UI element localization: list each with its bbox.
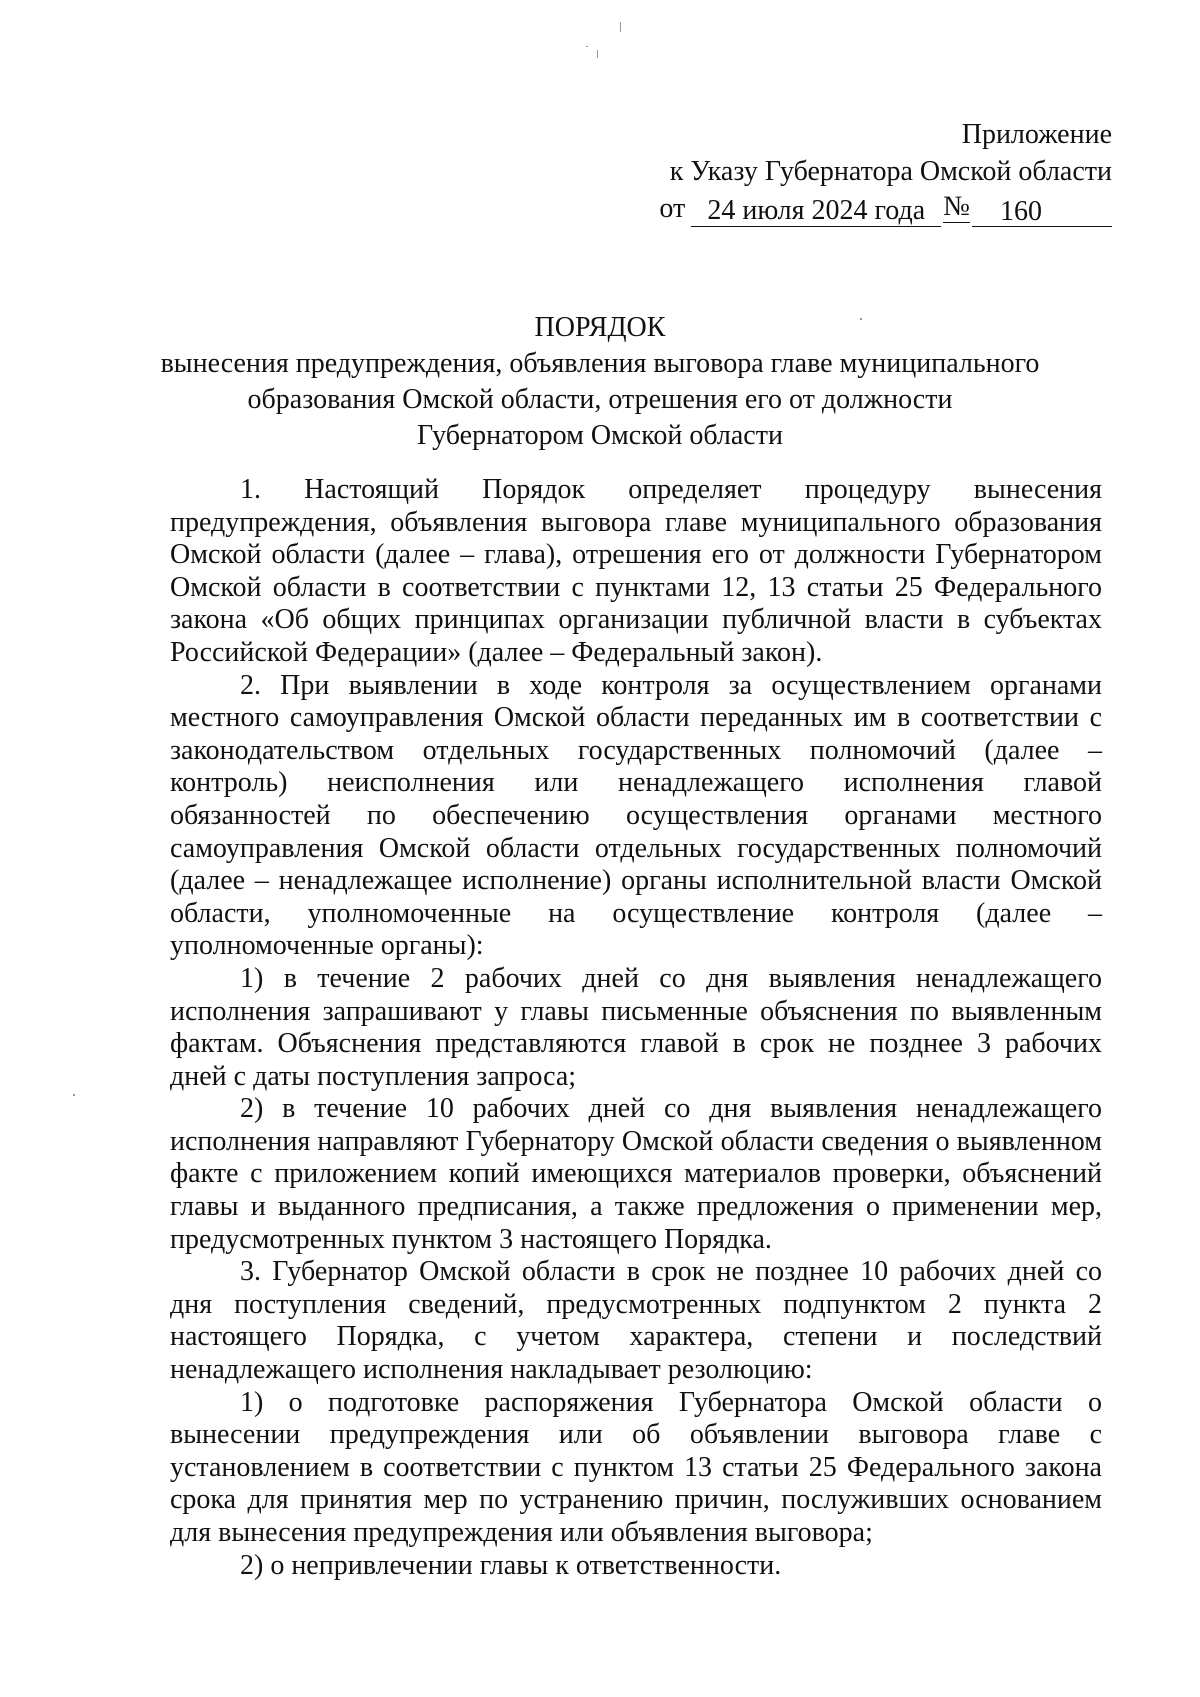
paragraph-2: 2. При выявлении в ходе контроля за осуществлением органами местного самоуправления Омской области переданных им в соответствии с законодательством отдельных государственных полномочий (далее – контроль) неисполнения или ненадлежащего исполнения главой обязанностей по обеспечению осуществления органами местного самоуправления Омской области отдельных государственных полномочий (далее – ненадлежащее исполнение) органы исполнительной власти Омской области, уполномоченные на осуществление контроля (далее – уполномоченные органы):: [170, 669, 1102, 962]
appendix-label: Приложение: [961, 119, 1112, 150]
decree-number: 160: [972, 197, 1112, 227]
appendix-date-line: [592, 190, 1112, 227]
document-body: [170, 474, 1102, 1582]
paragraph-3: 3. Губернатор Омской области в срок не позднее 10 рабочих дней со дня поступления сведений, предусмотренных подпунктом 2 пункта 2 настоящего Порядка, с учетом характера, степени и последствий ненадлежащего исполнения накладывает резолюцию:: [170, 1256, 1102, 1386]
appendix-block: [592, 116, 1112, 227]
title-line-2: образования Омской области, отрешения его от должности: [247, 384, 953, 415]
subparagraph-3-1: 1) о подготовке распоряжения Губернатора Омской области о вынесении предупреждения или об объявлении выговора главе с установлением в соответствии с пунктом 13 статьи 25 Федерального закона срока для принятия мер по устранению причин, послуживших основанием для вынесения предупреждения или объявления выговора;: [170, 1386, 1102, 1548]
subparagraph-2-1: 1) в течение 2 рабочих дней со дня выявления ненадлежащего исполнения запрашивают у главы письменные объяснения по выявленным фактам. Объяснения представляются главой в срок не позднее 3 рабочих дней с даты поступления запроса;: [170, 962, 1102, 1092]
subparagraph-2-2: 2) в течение 10 рабочих дней со дня выявления ненадлежащего исполнения направляют Губернатору Омской области сведения о выявленном факте с приложением копий имеющихся материалов проверки, объяснений главы и выданного предписания, а также предложения о применении мер, предусмотренных пунктом 3 настоящего Порядка.: [170, 1093, 1102, 1255]
paragraph-1: 1. Настоящий Порядок определяет процедуру вынесения предупреждения, объявления выговора главе муниципального образования Омской области (далее – глава), отрешения его от должности Губернатором Омской области в соответствии с пунктами 12, 13 статьи 25 Федерального закона «Об общих принципах организации публичной власти в субъектах Российской Федерации» (далее – Федеральный закон).: [170, 474, 1102, 668]
decree-date: 24 июля 2024 года: [691, 196, 941, 227]
number-sign: №: [943, 191, 970, 222]
title-line-1: вынесения предупреждения, объявления выговора главе муниципального: [160, 348, 1040, 379]
appendix-reference: к Указу Губернатора Омской области: [669, 156, 1112, 187]
title-heading: ПОРЯДОК: [534, 312, 666, 343]
document-title: [150, 310, 1050, 454]
subparagraph-3-2: 2) о непривлечении главы к ответственности.: [240, 1549, 782, 1581]
date-prefix: от: [659, 193, 686, 224]
title-line-3: Губернатором Омской области: [417, 420, 783, 451]
